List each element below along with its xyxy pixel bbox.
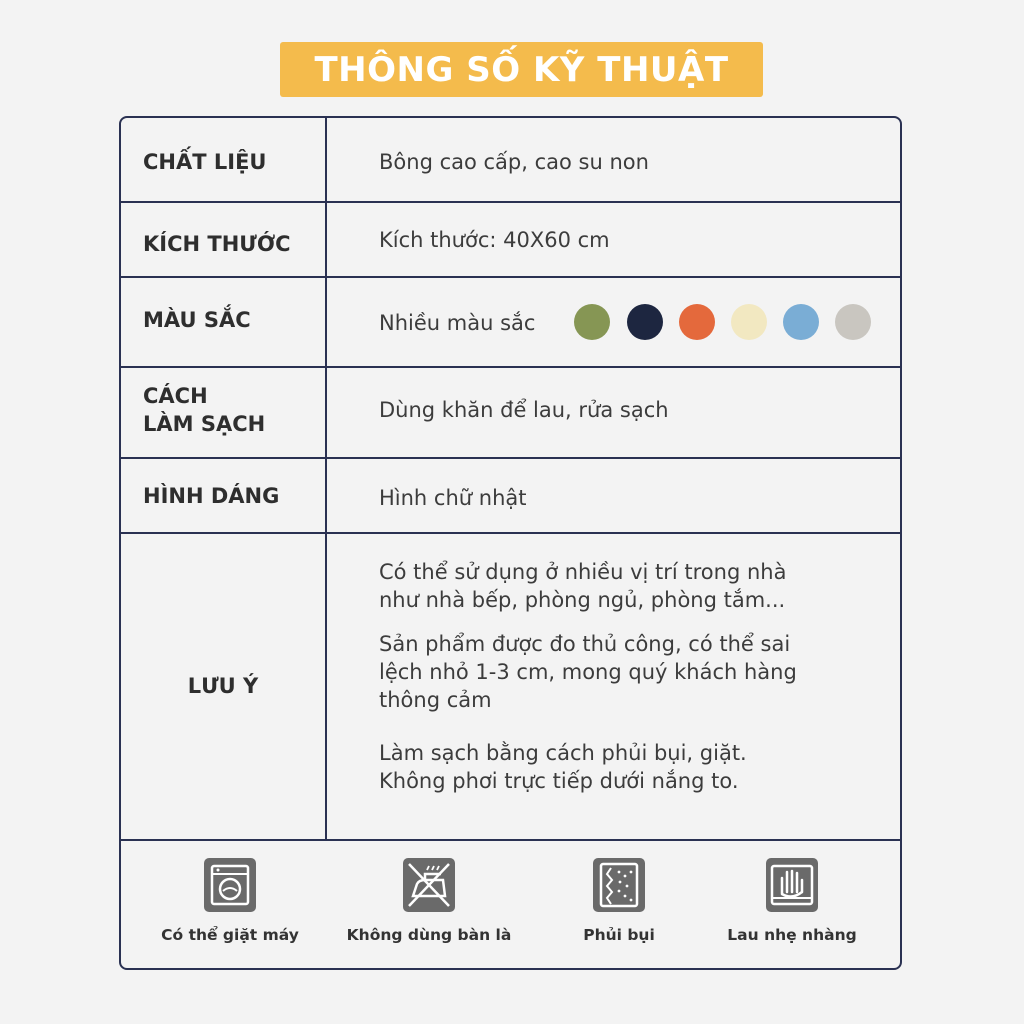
- material-value: Bông cao cấp, cao su non: [379, 150, 649, 174]
- care-machine-wash: [130, 858, 330, 944]
- row-divider: [121, 457, 900, 459]
- note-line: Có thể sử dụng ở nhiều vị trí trong nhà: [379, 560, 787, 584]
- no-iron-icon: [403, 858, 455, 912]
- color-swatch-green[interactable]: [574, 304, 610, 340]
- note-cleaning: [379, 739, 869, 795]
- note-usage: [379, 558, 869, 614]
- row-divider: [121, 366, 900, 368]
- cleaning-label-line: LÀM SẠCH: [143, 412, 266, 436]
- gentle-wipe-icon: [766, 858, 818, 912]
- row-divider: [121, 276, 900, 278]
- color-value: Nhiều màu sắc: [379, 311, 536, 335]
- material-label: CHẤT LIỆU: [143, 150, 267, 174]
- care-gentle-wipe: [692, 858, 892, 944]
- note-measurement: [379, 630, 869, 714]
- color-swatch-grey[interactable]: [835, 304, 871, 340]
- note-line: lệch nhỏ 1-3 cm, mong quý khách hàng: [379, 660, 797, 684]
- cleaning-label-line: CÁCH: [143, 384, 208, 408]
- washing-machine-icon: [204, 858, 256, 912]
- note-line: như nhà bếp, phòng ngủ, phòng tắm...: [379, 588, 786, 612]
- shape-value: Hình chữ nhật: [379, 486, 527, 510]
- note-line: Làm sạch bằng cách phủi bụi, giặt.: [379, 741, 747, 765]
- care-no-iron: [329, 858, 529, 944]
- care-dust-off: [519, 858, 719, 944]
- notes-label: LƯU Ý: [187, 674, 259, 698]
- size-value: Kích thước: 40X60 cm: [379, 228, 610, 252]
- row-divider: [121, 532, 900, 534]
- spec-table: [119, 116, 902, 970]
- color-swatch-navy[interactable]: [627, 304, 663, 340]
- note-line: Không phơi trực tiếp dưới nắng to.: [379, 769, 739, 793]
- dust-off-icon: [593, 858, 645, 912]
- note-line: thông cảm: [379, 688, 492, 712]
- note-line: Sản phẩm được đo thủ công, có thể sai: [379, 632, 791, 656]
- row-divider: [121, 201, 900, 203]
- color-swatch-cream[interactable]: [731, 304, 767, 340]
- shape-label: HÌNH DÁNG: [143, 484, 280, 508]
- care-label: Phủi bụi: [583, 926, 655, 944]
- color-swatch-orange[interactable]: [679, 304, 715, 340]
- size-label: KÍCH THƯỚC: [143, 232, 291, 256]
- color-swatch-blue[interactable]: [783, 304, 819, 340]
- care-label: Lau nhẹ nhàng: [727, 926, 857, 944]
- cleaning-label: [143, 382, 318, 438]
- color-label: MÀU SẮC: [143, 308, 251, 332]
- row-divider: [121, 839, 900, 841]
- care-label: Không dùng bàn là: [346, 926, 512, 944]
- care-label: Có thể giặt máy: [161, 926, 299, 944]
- column-divider: [325, 118, 327, 840]
- page-title: THÔNG SỐ KỸ THUẬT: [280, 42, 763, 97]
- cleaning-value: Dùng khăn để lau, rửa sạch: [379, 398, 669, 422]
